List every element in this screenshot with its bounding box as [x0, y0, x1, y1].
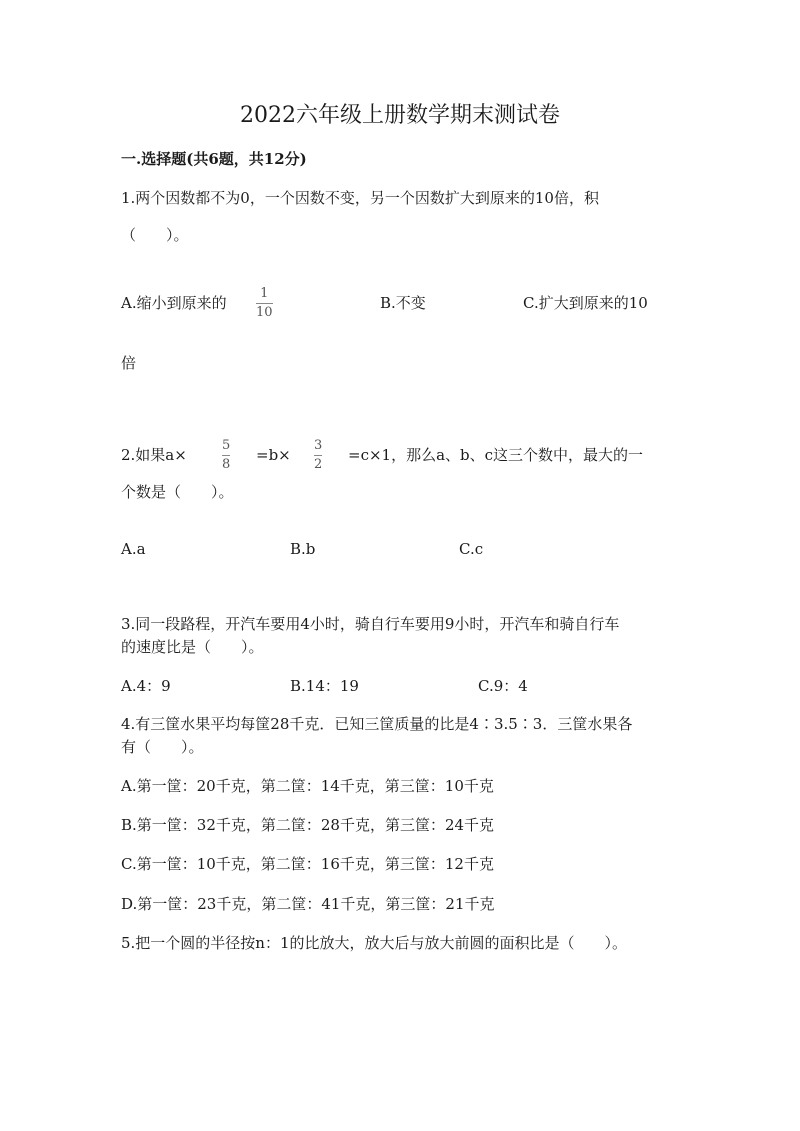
fraction-denominator: 10 — [256, 305, 273, 320]
fraction-numerator: 1 — [260, 286, 269, 301]
question-1-option-c: C.扩大到原来的10 — [523, 294, 648, 312]
question-4-option-a: A.第一筐：20千克，第二筐：14千克，第三筐：10千克 — [121, 777, 494, 795]
fraction-one-tenth — [256, 286, 273, 320]
question-2-text-cont: 个数是（ ）。 — [121, 483, 234, 501]
fraction-bar — [314, 455, 322, 456]
section-heading: 一.选择题(共6题，共12分) — [121, 150, 307, 168]
question-2-option-c: C.c — [459, 540, 484, 558]
question-4-option-d: D.第一筐：23千克，第二筐：41千克，第三筐：21千克 — [121, 895, 495, 913]
fraction-five-eighths — [222, 438, 230, 472]
fraction-denominator: 8 — [222, 457, 231, 472]
fraction-numerator: 3 — [314, 438, 323, 453]
question-2-text-part3: =c×1，那么a、b、c这三个数中，最大的一 — [348, 446, 644, 464]
question-2-text-part1: 2.如果a× — [121, 446, 187, 464]
page-title: 2022六年级上册数学期末测试卷 — [240, 103, 560, 128]
fraction-bar — [222, 455, 230, 456]
question-5-text: 5.把一个圆的半径按n：1的比放大，放大后与放大前圆的面积比是（ ）。 — [121, 934, 628, 952]
fraction-denominator: 2 — [314, 457, 323, 472]
question-3-option-b: B.14：19 — [290, 677, 359, 695]
question-4-option-c: C.第一筐：10千克，第二筐：16千克，第三筐：12千克 — [121, 855, 494, 873]
question-4-text-cont: 有（ ）。 — [121, 738, 204, 756]
question-4-option-b: B.第一筐：32千克，第二筐：28千克，第三筐：24千克 — [121, 816, 495, 834]
question-3-option-a: A.4：9 — [121, 677, 171, 695]
question-2-option-b: B.b — [290, 540, 316, 558]
question-1-text: 1.两个因数都不为0，一个因数不变，另一个因数扩大到原来的10倍，积 — [121, 189, 599, 207]
question-1-option-a: A.缩小到原来的 — [121, 294, 227, 312]
question-4-text: 4.有三筐水果平均每筐28千克．已知三筐质量的比是4∶3.5∶3．三筐水果各 — [121, 715, 633, 733]
fraction-numerator: 5 — [222, 438, 231, 453]
question-2-option-a: A.a — [121, 540, 146, 558]
fraction-three-halves — [314, 438, 322, 472]
question-3-text: 3.同一段路程，开汽车要用4小时，骑自行车要用9小时，开汽车和骑自行车 — [121, 615, 620, 633]
question-1-option-b: B.不变 — [380, 294, 426, 312]
question-2-text-part2: =b× — [256, 446, 291, 464]
fraction-bar — [256, 303, 273, 304]
question-1-option-c-cont: 倍 — [121, 354, 137, 372]
question-3-option-c: C.9：4 — [478, 677, 528, 695]
question-3-text-cont: 的速度比是（ ）。 — [121, 638, 264, 656]
question-1-text-cont: （ ）。 — [121, 226, 189, 244]
